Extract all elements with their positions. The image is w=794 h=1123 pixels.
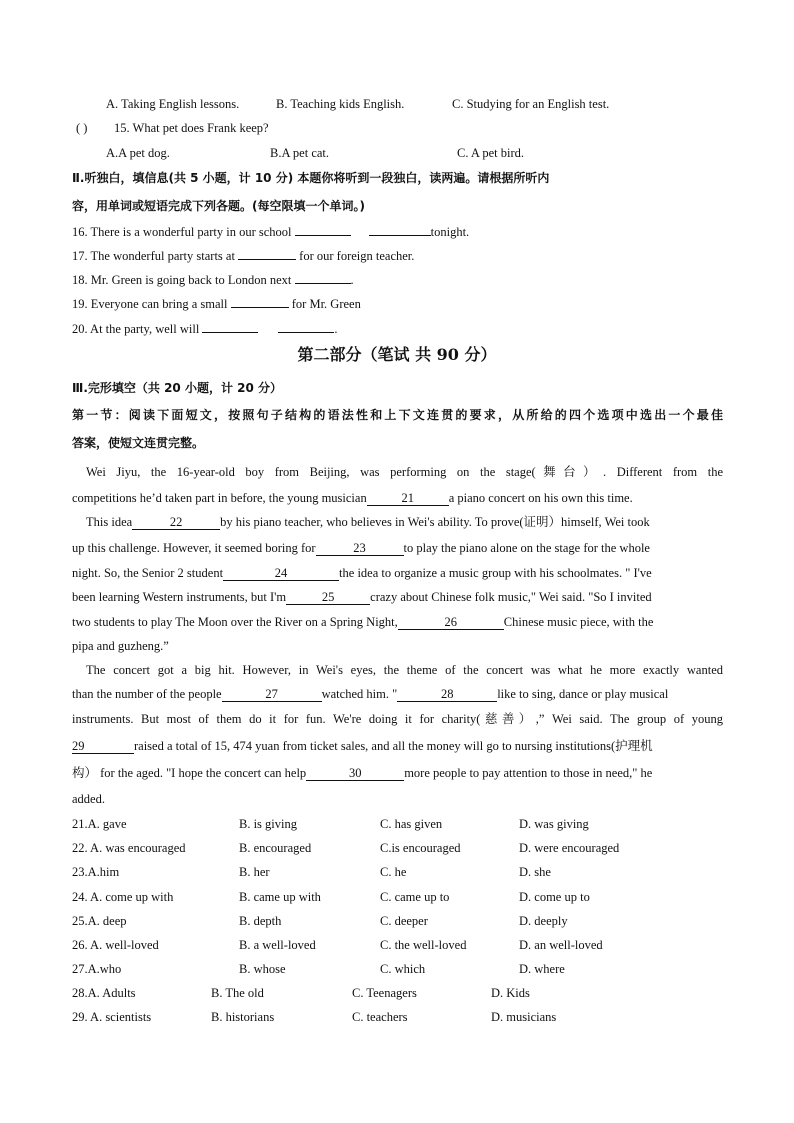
passage-p3-line1: The concert got a big hit. However, in Wei's eyes, the theme of the concert was what he more exactly wanted <box>86 663 723 677</box>
q20-blank-2[interactable] <box>278 332 334 333</box>
option-22-d: D. were encouraged <box>519 841 620 855</box>
passage-text: night. So, the Senior 2 student <box>72 566 224 580</box>
passage-text: Chinese music piece, with the <box>503 615 654 629</box>
passage-text: watched him. " <box>321 687 398 701</box>
option-22-a: 22. A. was encouraged <box>72 841 186 855</box>
q18 <box>72 272 354 288</box>
passage-text: than the number of the people <box>72 687 222 701</box>
option-25-d: D. deeply <box>519 914 568 928</box>
option-29-a: 29. A. scientists <box>72 1010 152 1024</box>
q14-option-a: A. Taking English lessons. <box>106 97 240 111</box>
q18-blank[interactable] <box>295 283 351 284</box>
q19 <box>72 296 361 312</box>
option-28-c: C. Teenagers <box>352 986 417 1000</box>
passage-p3-line2 <box>72 686 668 702</box>
section3-instructions-line2: 答案，使短文连贯完整。 <box>72 436 205 450</box>
section3-instructions-line1: 第一节：阅读下面短文，按照句子结构的语法性和上下文连贯的要求，从所给的四个选项中选出一个最佳 <box>72 408 723 422</box>
q18-text: 18. Mr. Green is going back to London next <box>72 273 295 287</box>
blank-25[interactable]: 25 <box>286 591 370 605</box>
option-27-d: D. where <box>519 962 565 976</box>
passage-text: raised a total of 15, 474 yuan from ticket sales, and all the money will go to nursing institutions(护理机 <box>134 739 653 753</box>
option-24-a: 24. A. come up with <box>72 890 174 904</box>
passage-p1-line1: Wei Jiyu, the 16-year-old boy from Beijing, was performing on the stage(舞台）. Different from the <box>86 465 723 479</box>
blank-23[interactable]: 23 <box>316 542 404 556</box>
q17-text: 17. The wonderful party starts at <box>72 249 239 263</box>
passage-p1-line2 <box>72 490 633 506</box>
passage-p3-line4 <box>72 738 653 754</box>
passage-text: competitions he’d taken part in before, the young musician <box>72 491 367 505</box>
option-29-d: D. musicians <box>491 1010 557 1024</box>
blank-21[interactable]: 21 <box>367 492 449 506</box>
q15-stem: 15. What pet does Frank keep? <box>114 121 269 135</box>
q20-blank-1[interactable] <box>202 332 258 333</box>
passage-p2-line2 <box>72 540 650 556</box>
section3-heading: Ⅲ.完形填空（共 20 小题，计 20 分） <box>72 381 283 395</box>
passage-p3-line6: added. <box>72 792 105 806</box>
option-29-b: B. historians <box>211 1010 275 1024</box>
option-26-a: 26. A. well-loved <box>72 938 159 952</box>
option-23-d: D. she <box>519 865 551 879</box>
blank-30[interactable]: 30 <box>306 767 404 781</box>
option-25-a: 25.A. deep <box>72 914 127 928</box>
section2-heading-line1: Ⅱ.听独白，填信息(共 5 小题，计 10 分) 本题你将听到一段独白，读两遍。请根据所听内 <box>72 171 550 185</box>
blank-27[interactable]: 27 <box>222 688 322 702</box>
passage-p2-line6: pipa and guzheng.” <box>72 639 169 653</box>
option-22-b: B. encouraged <box>239 841 312 855</box>
q16-text-end: tonight. <box>430 225 470 239</box>
passage-p2-line5 <box>72 614 653 630</box>
option-21-c: C. has given <box>380 817 443 831</box>
blank-24[interactable]: 24 <box>223 567 339 581</box>
passage-p3-line5 <box>72 765 652 781</box>
option-22-c: C.is encouraged <box>380 841 461 855</box>
q17 <box>72 248 414 264</box>
q16-text: 16. There is a wonderful party in our school <box>72 225 295 239</box>
blank-28[interactable]: 28 <box>397 688 497 702</box>
option-27-c: C. which <box>380 962 426 976</box>
q19-text: 19. Everyone can bring a small <box>72 297 231 311</box>
q14-option-c: C. Studying for an English test. <box>452 97 610 111</box>
q20-text-end: . <box>334 322 338 336</box>
option-23-c: C. he <box>380 865 407 879</box>
q15-option-b: B.A pet cat. <box>270 146 330 160</box>
q16-blank-1[interactable] <box>295 235 351 236</box>
q16-blank-2[interactable] <box>369 235 431 236</box>
option-24-d: D. come up to <box>519 890 590 904</box>
q17-text-end: for our foreign teacher. <box>296 249 415 263</box>
q20 <box>72 321 338 337</box>
passage-text: up this challenge. However, it seemed boring for <box>72 541 316 555</box>
option-23-b: B. her <box>239 865 270 879</box>
option-29-c: C. teachers <box>352 1010 408 1024</box>
q17-blank[interactable] <box>238 259 296 260</box>
passage-text: a piano concert on his own this time. <box>448 491 633 505</box>
passage-text: crazy about Chinese folk music," Wei said. "So I invited <box>370 590 652 604</box>
option-25-c: C. deeper <box>380 914 428 928</box>
q16 <box>72 224 469 240</box>
passage-text: 构） for the aged. "I hope the concert can help <box>72 766 307 780</box>
passage-text: been learning Western instruments, but I'm <box>72 590 287 604</box>
option-28-d: D. Kids <box>491 986 530 1000</box>
passage-text: by his piano teacher, who believes in Wei's ability. To prove(证明）himself, Wei took <box>220 515 650 529</box>
passage-text: This idea <box>86 515 133 529</box>
option-24-c: C. came up to <box>380 890 450 904</box>
option-26-c: C. the well-loved <box>380 938 467 952</box>
blank-26[interactable]: 26 <box>398 616 504 630</box>
passage-text: more people to pay attention to those in need," he <box>404 766 653 780</box>
passage-p3-line3: instruments. But most of them do it for fun. We're doing it for charity(慈善）,” Wei said. The group of young <box>72 712 723 726</box>
option-25-b: B. depth <box>239 914 282 928</box>
passage-text: to play the piano alone on the stage for the whole <box>403 541 650 555</box>
passage-p2-line3 <box>72 565 652 581</box>
option-28-a: 28.A. Adults <box>72 986 136 1000</box>
passage-text: the idea to organize a music group with his schoolmates. " I've <box>339 566 652 580</box>
option-21-a: 21.A. gave <box>72 817 127 831</box>
option-27-a: 27.A.who <box>72 962 122 976</box>
passage-text: two students to play The Moon over the River on a Spring Night, <box>72 615 398 629</box>
option-24-b: B. came up with <box>239 890 321 904</box>
option-23-a: 23.A.him <box>72 865 120 879</box>
option-21-b: B. is giving <box>239 817 297 831</box>
option-28-b: B. The old <box>211 986 264 1000</box>
blank-29[interactable]: 29 <box>72 740 134 754</box>
passage-p2-line4 <box>72 589 652 605</box>
option-26-b: B. a well-loved <box>239 938 316 952</box>
q15-paren: ( ) <box>76 121 88 135</box>
option-26-d: D. an well-loved <box>519 938 603 952</box>
passage-text: like to sing, dance or play musical <box>497 687 669 701</box>
q15-option-a: A.A pet dog. <box>106 146 170 160</box>
passage-p2-line1 <box>86 514 650 530</box>
q20-text: 20. At the party, well will <box>72 322 203 336</box>
option-21-d: D. was giving <box>519 817 589 831</box>
q14-option-b: B. Teaching kids English. <box>276 97 405 111</box>
part2-title: 第二部分（笔试 共 90 分） <box>297 345 497 364</box>
q19-text-end: for Mr. Green <box>288 297 361 311</box>
q18-text-end: . <box>350 273 354 287</box>
q15-option-c: C. A pet bird. <box>457 146 525 160</box>
blank-22[interactable]: 22 <box>132 516 220 530</box>
option-27-b: B. whose <box>239 962 286 976</box>
q19-blank[interactable] <box>231 307 289 308</box>
section2-heading-line2: 容，用单词或短语完成下列各题。(每空限填一个单词。) <box>72 199 365 213</box>
